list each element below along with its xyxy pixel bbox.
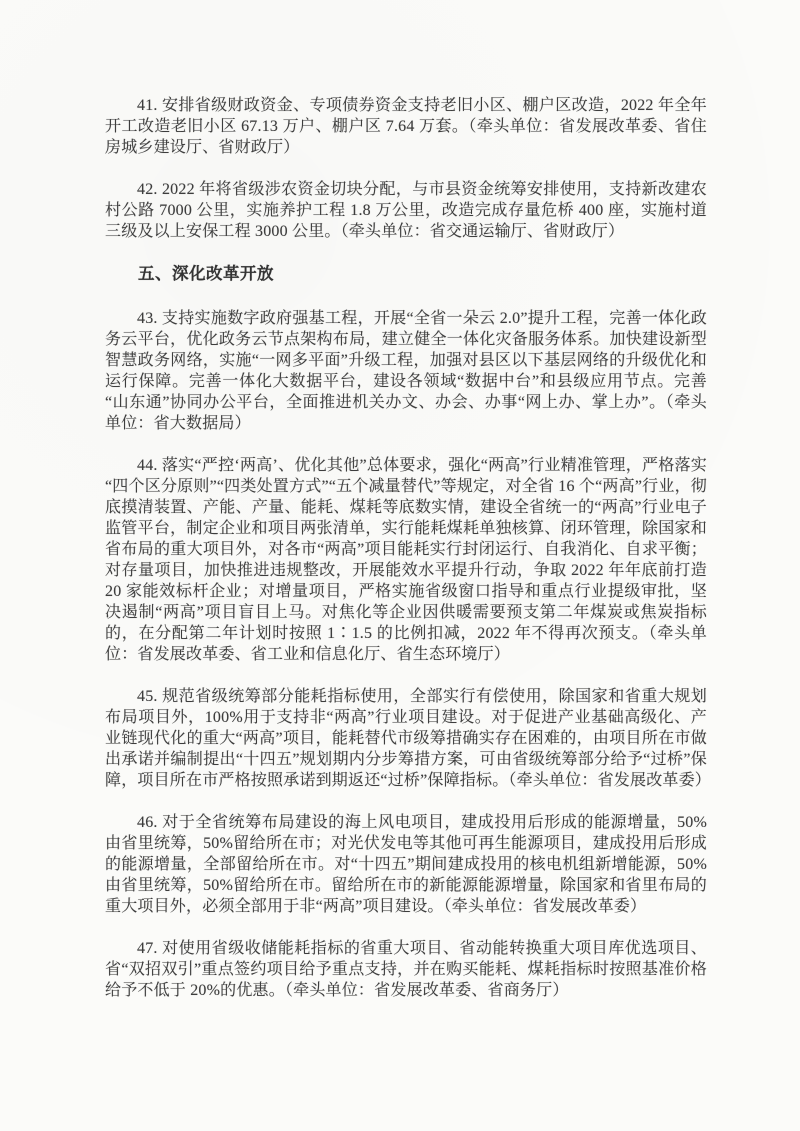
paragraph-item-47: 47. 对使用省级收储能耗指标的省重大项目、省动能转换重大项目库优选项目、省“双招双引”重点签约项目给予重点支持，并在购买能耗、煤耗指标时按照基准价格给予不低于 20%的优惠。（牵头单位：省发展改革委、省商务厅）	[105, 940, 707, 999]
section-heading: 五、深化改革开放	[138, 264, 274, 283]
paragraph-item-41: 41. 安排省级财政资金、专项债券资金支持老旧小区、棚户区改造，2022 年全年开工改造老旧小区 67.13 万户、棚户区 7.64 万套。（牵头单位：省发展改革委、省住房城乡建设厅、省财政厅）	[105, 97, 707, 156]
paragraph-item-45: 45. 规范省级统筹部分能耗指标使用，全部实行有偿使用，除国家和省重大规划布局项目外，100%用于支持非“两高”行业项目建设。对于促进产业基础高级化、产业链现代化的重大“两高”项目，能耗替代市级筹措确实存在困难的，由项目所在市做出承诺并编制提出“十四五”规划期内分步筹措方案，可由省级统筹部分给予“过桥”保障，项目所在市严格按照承诺到期返还“过桥”保障指标。（牵头单位：省发展改革委）	[105, 688, 712, 789]
paragraph-item-44: 44. 落实“严控‘两高’、优化其他”总体要求，强化“两高”行业精准管理，严格落实“四个区分原则”“四类处置方式”“五个减量替代”等规定，对全省 16 个“两高”行业，彻底摸清装置、产能、产量、能耗、煤耗等底数实情，建设全省统一的“两高”行业电子监管平台，制定企业和项目两张清单，实行能耗煤耗单独核算、闭环管理，除国家和省布局的重大项目外，对各市“两高”项目能耗实行封闭运行、自我消化、自求平衡；对存量项目，加快推进违规整改，开展能效水平提升行动，争取 2022 年年底前打造 20 家能效标杆企业；对增量项目，严格实施省级窗口指导和重点行业提级审批，坚决遏制“两高”项目盲目上马。对焦化等企业因供暖需要预支第二年煤炭或焦炭指标的，在分配第二年计划时按照 1∶1.5 的比例扣减，2022 年不得再次预支。（牵头单位：省发展改革委、省工业和信息化厅、省生态环境厅）	[105, 457, 707, 663]
paragraph-item-42: 42. 2022 年将省级涉农资金切块分配，与市县资金统筹安排使用，支持新改建农村公路 7000 公里，实施养护工程 1.8 万公里，改造完成存量危桥 400 座，实施村道三级及以上安保工程 3000 公里。（牵头单位：省交通运输厅、省财政厅）	[105, 181, 707, 240]
paragraph-item-43: 43. 支持实施数字政府强基工程，开展“全省一朵云 2.0”提升工程，完善一体化政务云平台，优化政务云节点架构布局，建立健全一体化灾备服务体系。加快建设新型智慧政务网络，实施“一网多平面”升级工程，加强对县区以下基层网络的升级优化和运行保障。完善一体化大数据平台，建设各领域“数据中台”和县级应用节点。完善“山东通”协同办公平台，全面推进机关办文、办会、办事“网上办、掌上办”。（牵头单位：省大数据局）	[105, 310, 707, 432]
paragraph-item-46: 46. 对于全省统筹布局建设的海上风电项目，建成投用后形成的能源增量，50%由省里统筹，50%留给所在市；对光伏发电等其他可再生能源项目，建成投用后形成的能源增量，全部留给所在市。对“十四五”期间建成投用的核电机组新增能源，50%由省里统筹，50%留给所在市。留给所在市的新能源能源增量，除国家和省里布局的重大项目外，必须全部用于非“两高”项目建设。（牵头单位：省发展改革委）	[105, 814, 707, 915]
